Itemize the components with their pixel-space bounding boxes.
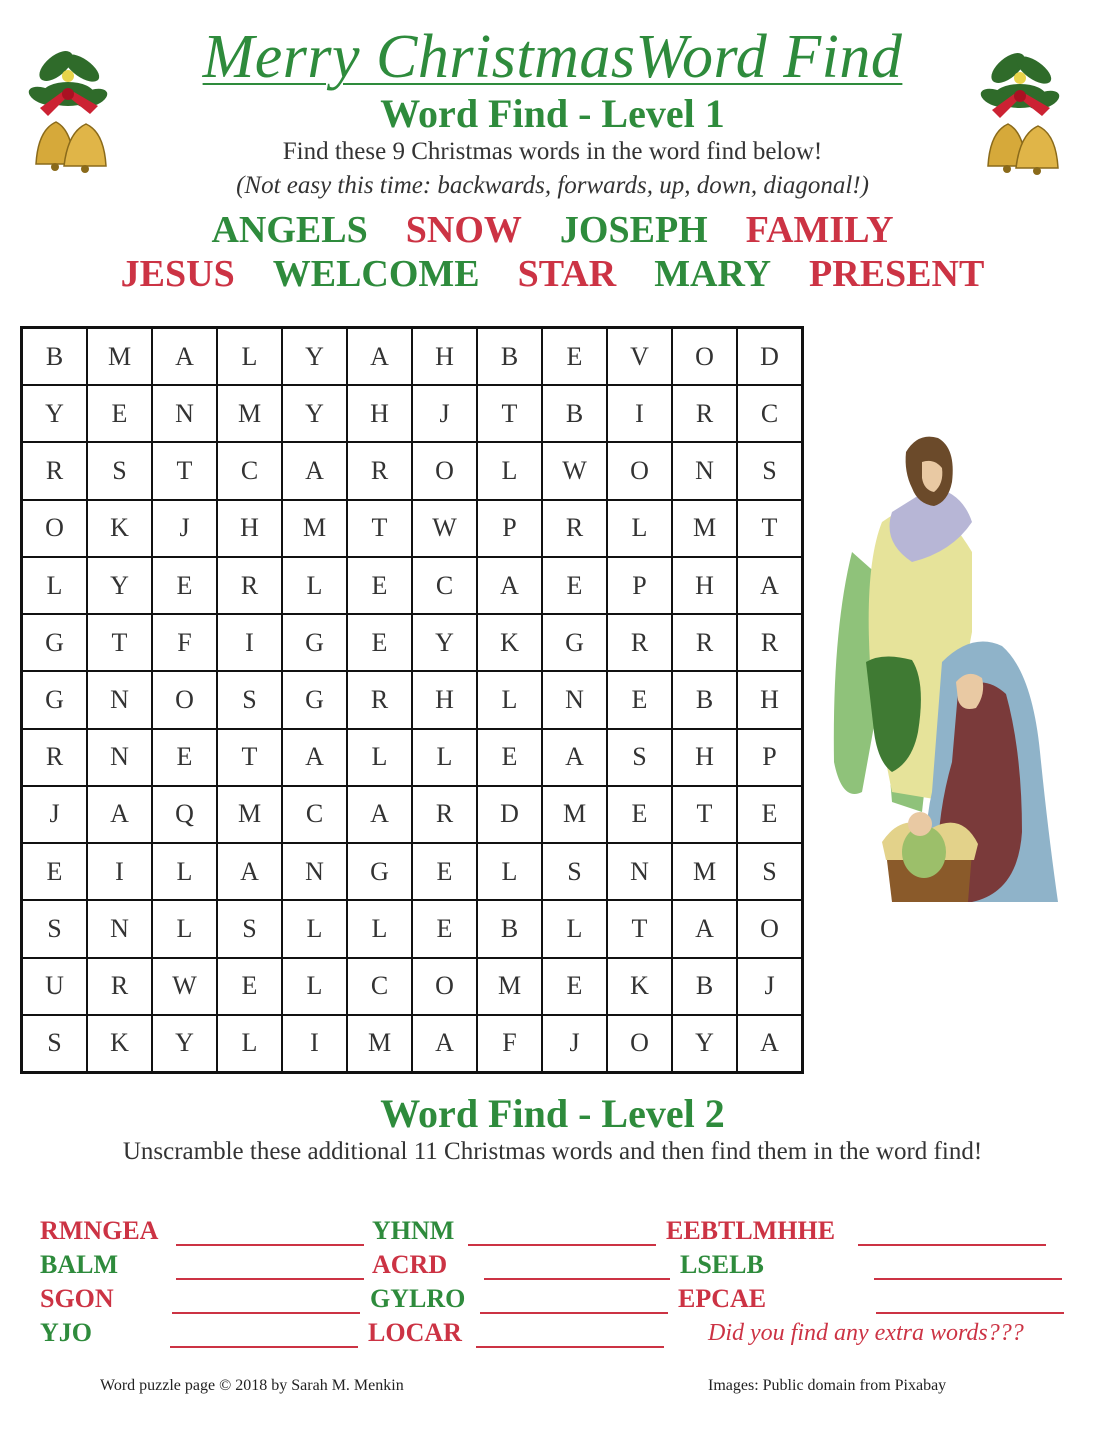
grid-cell[interactable]: W xyxy=(412,500,477,557)
grid-cell[interactable]: M xyxy=(477,958,542,1015)
grid-cell[interactable]: S xyxy=(87,442,152,499)
grid-cell[interactable]: R xyxy=(672,614,737,671)
grid-cell[interactable]: J xyxy=(737,958,802,1015)
grid-cell[interactable]: L xyxy=(477,442,542,499)
grid-cell[interactable]: I xyxy=(217,614,282,671)
grid-cell[interactable]: O xyxy=(672,328,737,385)
grid-cell[interactable]: J xyxy=(152,500,217,557)
grid-cell[interactable]: B xyxy=(477,900,542,957)
grid-cell[interactable]: C xyxy=(282,786,347,843)
grid-cell[interactable]: Y xyxy=(152,1015,217,1072)
grid-cell[interactable]: F xyxy=(477,1015,542,1072)
grid-cell[interactable]: G xyxy=(22,671,87,728)
grid-cell[interactable]: A xyxy=(152,328,217,385)
word-item: FAMILY xyxy=(745,209,894,251)
grid-cell[interactable]: A xyxy=(737,1015,802,1072)
grid-cell[interactable]: T xyxy=(87,614,152,671)
word-item: JESUS xyxy=(120,253,235,295)
grid-cell[interactable]: N xyxy=(282,843,347,900)
grid-cell[interactable]: L xyxy=(282,900,347,957)
grid-cell[interactable]: B xyxy=(672,671,737,728)
scrambled-word: SGON xyxy=(40,1284,114,1313)
scrambled-word: GYLRO xyxy=(370,1284,466,1313)
word-list-row-2 xyxy=(0,252,1105,296)
footer-image-credit: Images: Public domain from Pixabay xyxy=(708,1377,947,1394)
grid-cell[interactable]: L xyxy=(217,1015,282,1072)
scrambled-word: BALM xyxy=(40,1250,118,1279)
grid-cell[interactable]: M xyxy=(542,786,607,843)
grid-cell[interactable]: P xyxy=(607,557,672,614)
grid-cell[interactable]: A xyxy=(412,1015,477,1072)
grid-cell[interactable]: T xyxy=(217,729,282,786)
answer-line[interactable] xyxy=(172,1312,360,1314)
grid-cell[interactable]: M xyxy=(87,328,152,385)
grid-cell[interactable]: C xyxy=(347,958,412,1015)
grid-cell[interactable]: L xyxy=(412,729,477,786)
answer-line[interactable] xyxy=(176,1278,364,1280)
grid-cell[interactable]: L xyxy=(607,500,672,557)
grid-cell[interactable]: E xyxy=(217,958,282,1015)
grid-cell[interactable]: R xyxy=(412,786,477,843)
grid-cell[interactable]: E xyxy=(607,786,672,843)
grid-cell[interactable]: N xyxy=(152,385,217,442)
grid-cell[interactable]: B xyxy=(542,385,607,442)
grid-cell[interactable]: E xyxy=(152,557,217,614)
grid-cell[interactable]: B xyxy=(672,958,737,1015)
grid-cell[interactable]: N xyxy=(87,900,152,957)
grid-cell[interactable]: E xyxy=(347,614,412,671)
word-item: PRESENT xyxy=(809,253,985,295)
grid-cell[interactable]: Y xyxy=(412,614,477,671)
level1-heading: Word Find - Level 1 xyxy=(380,91,725,136)
grid-cell[interactable]: Y xyxy=(87,557,152,614)
grid-cell[interactable]: R xyxy=(217,557,282,614)
grid-cell[interactable]: I xyxy=(87,843,152,900)
grid-cell[interactable]: R xyxy=(607,614,672,671)
grid-cell[interactable]: L xyxy=(152,843,217,900)
grid-cell[interactable]: T xyxy=(347,500,412,557)
grid-cell[interactable]: H xyxy=(737,671,802,728)
instruction-line-1: Find these 9 Christmas words in the word find below! xyxy=(282,138,823,165)
grid-cell[interactable]: C xyxy=(737,385,802,442)
grid-cell[interactable]: A xyxy=(282,442,347,499)
word-list-row-1 xyxy=(0,208,1105,252)
grid-cell[interactable]: Y xyxy=(672,1015,737,1072)
grid-cell[interactable]: E xyxy=(542,328,607,385)
extra-words-question: Did you find any extra words??? xyxy=(708,1320,1024,1346)
grid-cell[interactable]: R xyxy=(672,385,737,442)
scrambled-word: LOCAR xyxy=(368,1318,462,1347)
grid-cell[interactable]: R xyxy=(87,958,152,1015)
nativity-illustration xyxy=(822,432,1068,922)
grid-cell[interactable]: A xyxy=(737,557,802,614)
grid-cell[interactable]: J xyxy=(412,385,477,442)
word-find-grid xyxy=(20,326,804,1074)
grid-cell[interactable]: D xyxy=(477,786,542,843)
grid-cell[interactable]: O xyxy=(737,900,802,957)
answer-line[interactable] xyxy=(170,1346,358,1348)
grid-cell[interactable]: L xyxy=(347,900,412,957)
answer-line[interactable] xyxy=(484,1278,670,1280)
grid-cell[interactable]: A xyxy=(542,729,607,786)
grid-cell[interactable]: H xyxy=(217,500,282,557)
grid-cell[interactable]: A xyxy=(347,786,412,843)
grid-cell[interactable]: A xyxy=(217,843,282,900)
grid-cell[interactable]: K xyxy=(87,500,152,557)
word-item: SNOW xyxy=(405,209,522,251)
grid-cell[interactable]: P xyxy=(737,729,802,786)
grid-cell[interactable]: G xyxy=(282,671,347,728)
grid-cell[interactable]: A xyxy=(347,328,412,385)
level2-instruction: Unscramble these additional 11 Christmas words and then find them in the word find! xyxy=(122,1138,983,1165)
grid-cell[interactable]: E xyxy=(22,843,87,900)
grid-cell[interactable]: T xyxy=(152,442,217,499)
answer-line[interactable] xyxy=(468,1244,656,1246)
grid-cell[interactable]: Q xyxy=(152,786,217,843)
word-item: ANGELS xyxy=(211,209,368,251)
answer-line[interactable] xyxy=(480,1312,668,1314)
grid-cell[interactable]: M xyxy=(672,500,737,557)
grid-cell[interactable]: L xyxy=(152,900,217,957)
grid-cell[interactable]: G xyxy=(347,843,412,900)
grid-cell[interactable]: Y xyxy=(282,385,347,442)
grid-cell[interactable]: G xyxy=(22,614,87,671)
grid-cell[interactable]: G xyxy=(282,614,347,671)
grid-cell[interactable]: H xyxy=(672,557,737,614)
grid-cell[interactable]: M xyxy=(672,843,737,900)
grid-cell[interactable]: R xyxy=(22,442,87,499)
grid-cell[interactable]: K xyxy=(607,958,672,1015)
grid-cell[interactable]: N xyxy=(87,671,152,728)
grid-cell[interactable]: N xyxy=(542,671,607,728)
grid-cell[interactable]: C xyxy=(217,442,282,499)
grid-cell[interactable]: E xyxy=(412,843,477,900)
grid-cell[interactable]: Y xyxy=(22,385,87,442)
scrambled-word: EEBTLMHHE xyxy=(666,1216,836,1245)
grid-cell[interactable]: S xyxy=(542,843,607,900)
grid-cell[interactable]: E xyxy=(737,786,802,843)
grid-cell[interactable]: O xyxy=(607,442,672,499)
grid-cell[interactable]: T xyxy=(477,385,542,442)
grid-cell[interactable]: A xyxy=(477,557,542,614)
grid-cell[interactable]: D xyxy=(737,328,802,385)
grid-cell[interactable]: L xyxy=(542,900,607,957)
grid-cell[interactable]: L xyxy=(22,557,87,614)
grid-cell[interactable]: E xyxy=(542,557,607,614)
grid-cell[interactable]: J xyxy=(542,1015,607,1072)
answer-line[interactable] xyxy=(874,1278,1062,1280)
grid-cell[interactable]: G xyxy=(542,614,607,671)
instruction-line-2: (Not easy this time: backwards, forwards, up, down, diagonal!) xyxy=(236,172,869,199)
answer-line[interactable] xyxy=(858,1244,1046,1246)
grid-cell[interactable]: C xyxy=(412,557,477,614)
word-item: STAR xyxy=(517,253,617,295)
grid-cell[interactable]: T xyxy=(607,900,672,957)
grid-cell[interactable]: S xyxy=(22,900,87,957)
grid-cell[interactable]: K xyxy=(477,614,542,671)
grid-cell[interactable]: F xyxy=(152,614,217,671)
grid-cell[interactable]: P xyxy=(477,500,542,557)
grid-cell[interactable]: B xyxy=(22,328,87,385)
grid-cell[interactable]: E xyxy=(412,900,477,957)
grid-cell[interactable]: N xyxy=(607,843,672,900)
grid-cell[interactable]: N xyxy=(87,729,152,786)
grid-cell[interactable]: V xyxy=(607,328,672,385)
grid-cell[interactable]: O xyxy=(412,958,477,1015)
grid-cell[interactable]: R xyxy=(737,614,802,671)
grid-cell[interactable]: M xyxy=(217,786,282,843)
grid-cell[interactable]: O xyxy=(22,500,87,557)
grid-cell[interactable]: J xyxy=(22,786,87,843)
grid-cell[interactable]: O xyxy=(412,442,477,499)
answer-line[interactable] xyxy=(876,1312,1064,1314)
grid-cell[interactable]: W xyxy=(542,442,607,499)
grid-cell[interactable]: H xyxy=(672,729,737,786)
grid-cell[interactable]: R xyxy=(347,442,412,499)
grid-cell[interactable]: E xyxy=(542,958,607,1015)
grid-cell[interactable]: R xyxy=(347,671,412,728)
grid-cell[interactable]: B xyxy=(477,328,542,385)
grid-cell[interactable]: Y xyxy=(282,328,347,385)
grid-cell[interactable]: I xyxy=(282,1015,347,1072)
scrambled-word: ACRD xyxy=(372,1250,448,1279)
grid-cell[interactable]: L xyxy=(477,671,542,728)
answer-line[interactable] xyxy=(176,1244,364,1246)
grid-cell[interactable]: L xyxy=(282,557,347,614)
scrambled-word: YJO xyxy=(40,1318,92,1347)
scrambled-word: RMNGEA xyxy=(40,1216,159,1245)
scrambled-word: EPCAE xyxy=(678,1284,767,1313)
grid-cell[interactable]: R xyxy=(542,500,607,557)
grid-cell[interactable]: R xyxy=(22,729,87,786)
grid-cell[interactable]: T xyxy=(737,500,802,557)
grid-cell[interactable]: S xyxy=(737,843,802,900)
grid-cell[interactable]: T xyxy=(672,786,737,843)
level2-heading: Word Find - Level 2 xyxy=(380,1091,725,1136)
word-item: MARY xyxy=(654,253,772,295)
grid-cell[interactable]: S xyxy=(737,442,802,499)
grid-cell[interactable]: A xyxy=(672,900,737,957)
scrambled-word: YHNM xyxy=(372,1216,455,1245)
scrambled-word: LSELB xyxy=(680,1250,764,1279)
grid-cell[interactable]: O xyxy=(152,671,217,728)
grid-cell[interactable]: L xyxy=(217,328,282,385)
grid-cell[interactable]: K xyxy=(87,1015,152,1072)
grid-cell[interactable]: I xyxy=(607,385,672,442)
grid-cell[interactable]: M xyxy=(282,500,347,557)
grid-cell[interactable]: E xyxy=(152,729,217,786)
grid-cell[interactable]: E xyxy=(607,671,672,728)
grid-cell[interactable]: M xyxy=(217,385,282,442)
grid-cell[interactable]: H xyxy=(412,671,477,728)
grid-cell[interactable]: U xyxy=(22,958,87,1015)
grid-cell[interactable]: L xyxy=(282,958,347,1015)
grid-cell[interactable]: A xyxy=(282,729,347,786)
grid-cell[interactable]: L xyxy=(347,729,412,786)
word-item: WELCOME xyxy=(272,253,480,295)
grid-cell[interactable]: M xyxy=(347,1015,412,1072)
grid-cell[interactable]: E xyxy=(347,557,412,614)
grid-cell[interactable]: O xyxy=(607,1015,672,1072)
grid-cell[interactable]: H xyxy=(347,385,412,442)
grid-cell[interactable]: E xyxy=(87,385,152,442)
grid-cell[interactable]: S xyxy=(217,671,282,728)
footer-copyright: Word puzzle page © 2018 by Sarah M. Menkin xyxy=(100,1377,404,1394)
grid-cell[interactable]: H xyxy=(412,328,477,385)
word-item: JOSEPH xyxy=(559,209,708,251)
grid-cell[interactable]: S xyxy=(217,900,282,957)
answer-line[interactable] xyxy=(476,1346,664,1348)
grid-cell[interactable]: S xyxy=(22,1015,87,1072)
grid-cell[interactable]: A xyxy=(87,786,152,843)
grid-cell[interactable]: W xyxy=(152,958,217,1015)
grid-cell[interactable]: L xyxy=(477,843,542,900)
grid-cell[interactable]: N xyxy=(672,442,737,499)
page-title: Merry ChristmasWord Find xyxy=(202,23,903,91)
grid-cell[interactable]: E xyxy=(477,729,542,786)
grid-cell[interactable]: S xyxy=(607,729,672,786)
